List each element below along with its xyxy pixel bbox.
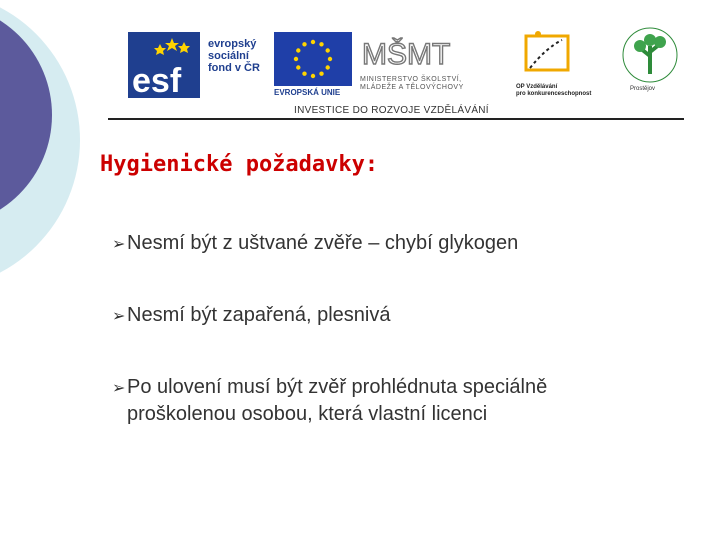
msmt-caption: MINISTERSTVO ŠKOLSTVÍ, MLÁDEŽE A TĚLOVÝCHOVY — [360, 76, 464, 91]
eu-star — [302, 72, 306, 76]
school-caption: Prostějov — [630, 86, 656, 92]
op-mark — [516, 28, 576, 80]
op-vk-logo — [516, 28, 596, 108]
eu-flag — [274, 32, 352, 86]
slide-title: Hygienické požadavky: — [100, 152, 379, 177]
eu-caption: EVROPSKÁ UNIE — [274, 88, 341, 97]
list-item: ➢ Nesmí být zapařená, plesnivá — [112, 302, 672, 329]
esf-logo — [128, 32, 268, 102]
eu-star — [294, 57, 298, 61]
header-divider — [108, 118, 684, 120]
msmt-mark — [360, 28, 451, 72]
arrow-bullet-icon: ➢ — [112, 234, 126, 253]
eu-star — [296, 48, 300, 52]
eu-star — [319, 72, 323, 76]
eu-star — [328, 57, 332, 61]
arrow-bullet-icon: ➢ — [112, 306, 126, 325]
tree-emblem — [620, 24, 680, 86]
eu-star — [326, 65, 330, 69]
svg-text:MŠMT: MŠMT — [362, 38, 451, 71]
eu-star — [311, 74, 315, 78]
eu-star — [326, 48, 330, 52]
eu-star — [311, 40, 315, 44]
esf-mark — [128, 32, 200, 98]
eu-star — [319, 42, 323, 46]
esf-name: evropský sociální fond v ČR — [208, 38, 260, 74]
investice-tagline: INVESTICE DO ROZVOJE VZDĚLÁVÁNÍ — [294, 105, 489, 116]
eu-star — [296, 65, 300, 69]
bullet-list — [112, 230, 672, 473]
list-item: ➢ Po ulovení musí být zvěř prohlédnuta speciálně proškolenou osobou, která vlastní licenci — [112, 376, 548, 425]
arrow-bullet-icon: ➢ — [112, 378, 126, 397]
decorative-circles — [0, 0, 90, 300]
svg-text:esf: esf — [132, 62, 182, 100]
op-caption: OP Vzdělávání pro konkurenceschopnost — [516, 84, 592, 97]
msmt-logo — [360, 28, 500, 108]
list-item: ➢ Nesmí být z uštvané zvěře – chybí glykogen — [112, 230, 672, 257]
eu-logo — [274, 32, 354, 102]
school-logo — [620, 24, 680, 99]
eu-star — [302, 42, 306, 46]
